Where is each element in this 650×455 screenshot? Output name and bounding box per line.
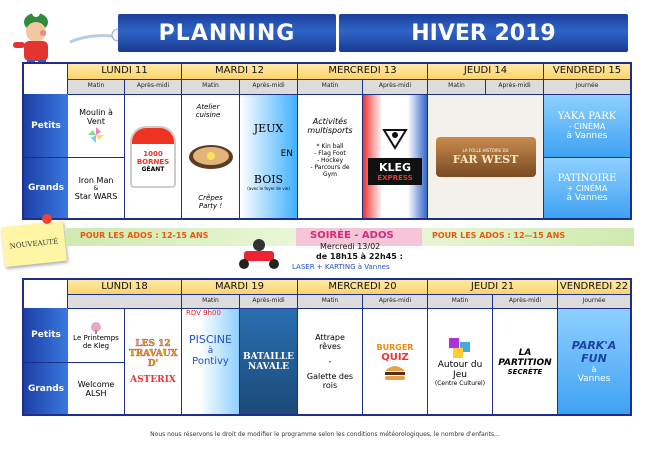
activity-cell: Le Printemps de Kleg (68, 308, 125, 362)
activity-cell: PATINOIRE + CINÉMA à Vannes (544, 157, 630, 218)
footer-note: Nous nous réservons le droit de modifier le programme selon les conditions météorologiques, le nombre d'enfants... (150, 431, 500, 438)
day-header: MERCREDI 20 (298, 280, 428, 294)
activity-cell: Activités multisports * Kin ball - Flag Foot - Hockey - Parcours de Gym (298, 94, 363, 218)
activity-cell: LA PARTITION SECRÈTE (493, 308, 558, 414)
tree-icon (87, 322, 105, 334)
season-banner (339, 14, 628, 52)
soiree-activity: LASER + KARTING à Vannes (292, 263, 390, 271)
sub-header: Après-midi (240, 294, 298, 308)
activity-cell: Iron Man & Star WARS (68, 157, 125, 218)
koh-lanta-icon (382, 128, 408, 150)
ados-right-label: POUR LES ADOS : 12—15 ANS (432, 231, 566, 240)
sub-header: Journée (544, 79, 630, 94)
sub-header: Après-midi (486, 79, 544, 94)
sub-header: Après-midi (363, 79, 428, 94)
activity-cell: Autour du Jeu (Centre Culturel) (428, 308, 493, 414)
soiree-time: de 18h15 à 22h45 : (316, 252, 403, 261)
row-label-grands: Grands (24, 157, 68, 218)
nouveaute-sticky-note: NOUVEAUTÉ (1, 221, 67, 267)
row-label-grands: Grands (24, 362, 68, 414)
sub-header: Matin (182, 79, 240, 94)
sub-header: Matin (298, 294, 363, 308)
top-schedule-table (22, 62, 632, 220)
sub-header: Matin (182, 294, 240, 308)
page-title: PLANNING (158, 20, 296, 46)
crepe-pan-icon (186, 143, 236, 171)
sub-header: Matin (428, 294, 493, 308)
title-banner (118, 14, 336, 52)
day-header: LUNDI 18 (68, 280, 182, 294)
row-label-petits: Petits (24, 94, 68, 157)
far-west-poster: LA FOLLE HISTOIRE DU FAR WEST (436, 137, 536, 177)
activity-cell: RDV 9h00 PISCINE à Pontivy (182, 308, 240, 414)
activity-cell: KLEG EXPRESS (363, 94, 428, 218)
sub-header: Matin (68, 79, 125, 94)
game-pieces-icon (447, 336, 473, 360)
pin-icon (42, 214, 52, 224)
day-header: MERCREDI 13 (298, 64, 428, 79)
day-header: JEUDI 21 (428, 280, 558, 294)
pinwheel-icon (87, 126, 105, 144)
sub-header: Après-midi (240, 79, 298, 94)
sub-header: Matin (298, 79, 363, 94)
activity-cell: LES 12 TRAVAUX D' ASTERIX (125, 308, 182, 414)
day-header: JEUDI 14 (428, 64, 544, 79)
soiree-title: SOIRÉE - ADOS (310, 230, 394, 241)
day-header: MARDI 19 (182, 280, 298, 294)
day-header: MARDI 12 (182, 64, 298, 79)
activity-cell: Attrape rêves - Galette des rois (298, 308, 363, 414)
activity-cell (125, 94, 182, 218)
activity-cell: Moulin à Vent (68, 94, 125, 157)
sub-header: Après-midi (493, 294, 558, 308)
activity-cell: JEUX EN BOIS (avec le foyer de vie) (240, 94, 298, 218)
season-title: HIVER 2019 (411, 20, 556, 46)
activity-cell: PARK'A FUN à Vannes (558, 308, 630, 414)
activity-cell: BATAILLE NAVALE (240, 308, 298, 414)
burger-icon (383, 363, 407, 381)
activity-cell (428, 94, 544, 218)
row-label-petits: Petits (24, 308, 68, 362)
sub-header: Journée (558, 294, 630, 308)
bottom-schedule-table (22, 278, 632, 416)
day-header: VENDREDI 15 (544, 64, 630, 79)
day-header: VENDREDI 22 (559, 281, 629, 292)
sub-header: Matin (428, 79, 486, 94)
soiree-date: Mercredi 13/02 (320, 242, 381, 251)
activity-cell: BURGER QUIZ (363, 308, 428, 414)
sub-header: Après-midi (125, 79, 182, 94)
ados-left-label: POUR LES ADOS : 12-15 ANS (80, 231, 209, 240)
sub-header: Après-midi (363, 294, 428, 308)
activity-cell: Atelier cuisine Crêpes Party ! (182, 94, 240, 218)
activity-cell: YAKA PARK - CINÉMA à Vannes (544, 94, 630, 157)
activity-cell: Welcome ALSH (68, 362, 125, 414)
mille-bornes-sign: 1000 BORNES GÉANT (130, 126, 176, 188)
kart-icon (234, 237, 284, 271)
day-header: LUNDI 11 (68, 64, 182, 79)
